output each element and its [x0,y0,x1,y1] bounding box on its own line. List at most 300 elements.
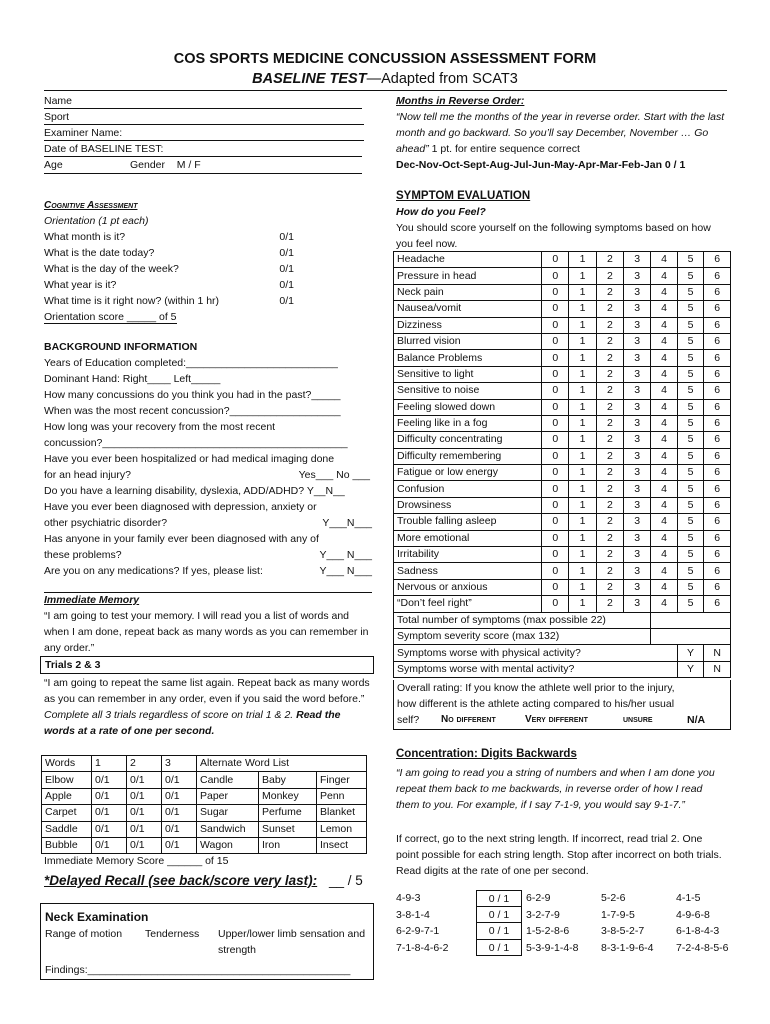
orientation-question [44,245,294,261]
symptom-score-option[interactable]: 4 [651,415,677,431]
symptom-score-option[interactable]: 5 [677,252,704,268]
symptom-score-option[interactable]: 5 [677,547,704,563]
severity-score-value[interactable] [651,628,731,644]
symptom-score-option[interactable]: 2 [596,497,623,513]
delayed-recall-row [44,871,374,891]
symptom-score-option[interactable]: 3 [624,252,651,268]
symptom-name: Difficulty concentrating [394,432,542,448]
symptom-score-option[interactable]: 1 [569,448,596,464]
symptom-score-option[interactable]: 3 [624,432,651,448]
yes-option[interactable]: Y [677,661,704,677]
trial-score-cell[interactable]: 0/1 [92,837,127,853]
depression-label: other psychiatric disorder? [44,517,168,529]
trial-score-cell[interactable]: 0/1 [127,805,162,821]
symptom-score-option[interactable]: 0 [542,547,569,563]
symptom-score-option[interactable]: 0 [542,448,569,464]
symptom-score-option[interactable]: 6 [704,530,731,546]
symptom-score-option[interactable]: 5 [677,530,704,546]
symptom-row [394,268,731,284]
symptom-score-option[interactable]: 6 [704,465,731,481]
date-field[interactable] [44,141,362,157]
symptom-score-option[interactable]: 6 [704,432,731,448]
symptom-score-option[interactable]: 3 [624,530,651,546]
complete-bold: Read the words at a rate of one per second. [44,709,341,737]
symptom-score-option[interactable]: 5 [677,415,704,431]
symptom-name: More emotional [394,530,542,546]
symptom-score-option[interactable]: 0 [542,415,569,431]
symptom-score-option[interactable]: 1 [569,596,596,612]
yes-option[interactable]: Y [677,645,704,661]
orientation-question [44,261,294,277]
symptom-score-option[interactable]: 2 [596,284,623,300]
word-row [42,788,367,804]
background-lines [44,355,374,467]
symptom-score-option[interactable]: 3 [624,596,651,612]
examiner-field[interactable] [44,125,364,141]
symptom-score-option[interactable]: 4 [651,301,677,317]
word-cell: Elbow [42,772,92,788]
symptom-score-option[interactable]: 3 [624,333,651,349]
symptom-score-option[interactable]: 0 [542,399,569,415]
digits-heading: Concentration: Digits Backwards [396,748,577,760]
depression-question-2[interactable] [44,515,372,531]
word-row [42,805,367,821]
symptom-name: Headache [394,252,542,268]
symptom-score-option[interactable]: 2 [596,350,623,366]
injury-answer[interactable]: Yes___ No ___ [298,469,370,481]
symptom-score-option[interactable]: 3 [624,350,651,366]
trials-box [40,656,374,674]
name-field[interactable] [44,93,362,109]
total-symptoms [394,612,731,628]
symptom-score-option[interactable]: 5 [677,514,704,530]
depression-question-1: Have you ever been diagnosed with depression, anxiety or [44,501,317,513]
symptom-score-option[interactable]: 2 [596,383,623,399]
symptom-score-option[interactable]: 0 [542,481,569,497]
symptom-score-option[interactable]: 3 [624,284,651,300]
trial-score-cell[interactable]: 0/1 [92,805,127,821]
digit-string: 6-2-9 [526,892,551,904]
symptom-score-option[interactable]: 4 [651,333,677,349]
symptom-score-option[interactable]: 4 [651,563,677,579]
symptom-score-option[interactable]: 6 [704,301,731,317]
word-cell: Finger [317,772,367,788]
symptom-row [394,383,731,399]
symptom-score-option[interactable]: 4 [651,284,677,300]
symptom-score-option[interactable]: 5 [677,317,704,333]
symptom-score-option[interactable]: 5 [677,497,704,513]
symptom-score-option[interactable]: 0 [542,268,569,284]
word-cell: Bubble [42,837,92,853]
overall-line-1: Overall rating: If you know the athlete well prior to the injury, [397,682,675,694]
symptom-score-option[interactable]: 0 [542,579,569,595]
trial-score-cell[interactable]: 0/1 [162,788,197,804]
symptom-score-option[interactable]: 1 [569,530,596,546]
symptom-score-option[interactable]: 3 [624,415,651,431]
trial-score-cell[interactable]: 0/1 [127,772,162,788]
word-row [42,821,367,837]
symptom-score-option[interactable]: 0 [542,530,569,546]
digit-score[interactable]: 0 / 1 [476,923,522,940]
question-score[interactable]: 0/1 [279,263,294,275]
symptom-score-option[interactable]: 3 [624,563,651,579]
self-label: self? [397,714,420,726]
symptom-row [394,350,731,366]
symptom-row [394,530,731,546]
worse-mental [394,661,731,677]
digit-row [396,907,736,924]
symptom-score-option[interactable]: 6 [704,497,731,513]
symptom-score-option[interactable]: 4 [651,317,677,333]
word-table-header [42,756,367,772]
symptom-score-option[interactable]: 2 [596,268,623,284]
no-option[interactable]: N [704,645,731,661]
symptom-score-option[interactable]: 4 [651,497,677,513]
symptom-score-option[interactable]: 6 [704,252,731,268]
symptom-score-option[interactable]: 0 [542,366,569,382]
symptom-score-option[interactable]: 4 [651,399,677,415]
symptom-score-option[interactable]: 3 [624,317,651,333]
symptom-score-option[interactable]: 0 [542,301,569,317]
symptom-score-option[interactable]: 6 [704,333,731,349]
symptom-score-option[interactable]: 0 [542,563,569,579]
digits-instructions: If correct, go to the next string length. If incorrect, read trial 2. One point possible for each string length. Stop after incorrect on both trials. Read digits at the rate of one per second. [396,833,722,877]
symptom-score-option[interactable]: 0 [542,514,569,530]
total-symptoms-label: Total number of symptoms (max possible 22) [394,612,651,628]
symptom-name: Feeling like in a fog [394,415,542,431]
symptom-name: Nervous or anxious [394,579,542,595]
symptom-score-option[interactable]: 4 [651,448,677,464]
symptom-score-option[interactable]: 0 [542,497,569,513]
symptom-name: Nausea/vomit [394,301,542,317]
symptom-row [394,547,731,563]
background-line[interactable]: How long was your recovery from the most recent [44,421,276,433]
symptom-score-option[interactable]: 1 [569,432,596,448]
overall-line-2: how different is the athlete acting compared to his/her usual [397,698,675,710]
delayed-recall-score[interactable]: __ / 5 [329,873,363,888]
symptom-score-option[interactable]: 4 [651,530,677,546]
symptom-score-option[interactable]: 0 [542,252,569,268]
rating-unsure[interactable]: unsure [623,714,653,725]
background-line[interactable]: Dominant Hand: Right____ Left_____ [44,373,221,385]
symptom-score-option[interactable]: 2 [596,333,623,349]
word-row [42,772,367,788]
symptom-score-option[interactable]: 5 [677,481,704,497]
worse-mental-label: Symptoms worse with mental activity? [394,661,678,677]
symptom-score-option[interactable]: 5 [677,432,704,448]
symptom-score-option[interactable]: 3 [624,547,651,563]
gender-field[interactable] [130,157,362,174]
digits-table [396,890,736,956]
symptom-table [393,251,731,678]
symptom-score-option[interactable]: 2 [596,547,623,563]
trial-score-cell[interactable]: 0/1 [127,821,162,837]
symptom-score-option[interactable]: 5 [677,563,704,579]
symptom-score-option[interactable]: 3 [624,268,651,284]
symptom-score-option[interactable]: 2 [596,530,623,546]
symptom-score-option[interactable]: 2 [596,317,623,333]
word-header-cell: 1 [92,756,127,772]
age-gender-row [44,157,362,173]
symptom-score-option[interactable]: 4 [651,268,677,284]
symptom-score-option[interactable]: 3 [624,399,651,415]
symptom-score-option[interactable]: 5 [677,301,704,317]
rating-very-different[interactable]: Very different [525,714,588,725]
trial-score-cell[interactable]: 0/1 [162,837,197,853]
symptom-score-option[interactable]: 0 [542,284,569,300]
symptom-score-option[interactable]: 4 [651,465,677,481]
symptom-score-option[interactable]: 0 [542,333,569,349]
symptom-score-option[interactable]: 2 [596,465,623,481]
symptom-score-option[interactable]: 0 [542,596,569,612]
date-label: Date of BASELINE TEST: [44,143,164,155]
symptom-score-option[interactable]: 3 [624,383,651,399]
word-cell: Apple [42,788,92,804]
symptom-score-option[interactable]: 3 [624,514,651,530]
symptom-score-option[interactable]: 1 [569,399,596,415]
symptom-score-option[interactable]: 3 [624,301,651,317]
word-cell: Sandwich [197,821,259,837]
symptom-score-option[interactable]: 1 [569,415,596,431]
athlete-info [44,93,374,173]
symptom-score-option[interactable]: 4 [651,514,677,530]
digit-string: 3-2-7-9 [526,908,560,921]
background-line[interactable]: Have you ever been hospitalized or had medical imaging done [44,453,335,465]
injury-question[interactable] [44,467,370,483]
digit-string: 5-3-9-1-4-8 [526,941,579,954]
symptom-score-option[interactable]: 1 [569,563,596,579]
symptom-score-option[interactable]: 1 [569,366,596,382]
symptom-score-option[interactable]: 5 [677,284,704,300]
symptom-score-option[interactable]: 2 [596,252,623,268]
symptom-score-option[interactable]: 5 [677,333,704,349]
word-cell: Carpet [42,805,92,821]
symptom-score-option[interactable]: 2 [596,563,623,579]
symptom-score-option[interactable]: 4 [651,252,677,268]
symptom-score-option[interactable]: 3 [624,465,651,481]
symptom-score-option[interactable]: 5 [677,596,704,612]
symptom-score-option[interactable]: 1 [569,465,596,481]
symptom-score-option[interactable]: 1 [569,317,596,333]
digit-string: 3-8-1-4 [396,908,430,921]
age-label: Age [44,159,63,171]
rating-no-different[interactable]: No different [441,714,496,725]
symptom-score-option[interactable]: 3 [624,481,651,497]
meds-answer[interactable]: Y___ N___ [319,565,372,577]
symptom-score-option[interactable]: 5 [677,448,704,464]
symptom-score-option[interactable]: 4 [651,383,677,399]
injury-label: for an head injury? [44,469,131,481]
symptom-score-option[interactable]: 5 [677,383,704,399]
symptom-score-option[interactable]: 2 [596,448,623,464]
symptom-row [394,596,731,612]
symptom-name: Confusion [394,481,542,497]
symptom-score-option[interactable]: 0 [542,465,569,481]
limb-sensation: Upper/lower limb sensation and strength [218,928,366,956]
digit-score[interactable]: 0 / 1 [476,907,522,924]
symptom-score-option[interactable]: 4 [651,547,677,563]
rating-na[interactable]: N/A [687,714,706,726]
symptom-score-option[interactable]: 5 [677,579,704,595]
months-heading: Months in Reverse Order: [396,95,525,107]
question-score[interactable]: 0/1 [279,295,294,307]
meds-question[interactable] [44,563,372,579]
question-score[interactable]: 0/1 [279,231,294,243]
symptom-score-option[interactable]: 6 [704,596,731,612]
background-line[interactable]: concussion?__________________________________________ [44,437,348,449]
symptom-score-option[interactable]: 6 [704,579,731,595]
word-cell: Candle [197,772,259,788]
symptom-score-option[interactable]: 6 [704,481,731,497]
symptom-score-option[interactable]: 0 [542,432,569,448]
symptom-score-option[interactable]: 6 [704,383,731,399]
symptom-score-option[interactable]: 6 [704,547,731,563]
symptom-score-option[interactable]: 3 [624,579,651,595]
symptom-name: Dizziness [394,317,542,333]
symptom-score-option[interactable]: 0 [542,350,569,366]
symptom-score-option[interactable]: 0 [542,317,569,333]
family-question-2[interactable] [44,547,372,563]
findings-line[interactable]: Findings:_____________________________________________ [45,964,351,976]
symptom-score-option[interactable]: 1 [569,350,596,366]
symptom-score-option[interactable]: 1 [569,284,596,300]
no-option[interactable]: N [704,661,731,677]
symptom-score-option[interactable]: 6 [704,268,731,284]
symptom-score-option[interactable]: 0 [542,383,569,399]
symptom-score-option[interactable]: 6 [704,350,731,366]
trial-score-cell[interactable]: 0/1 [162,821,197,837]
symptom-score-option[interactable]: 5 [677,268,704,284]
trial-score-cell[interactable]: 0/1 [92,772,127,788]
symptom-score-option[interactable]: 5 [677,399,704,415]
symptom-score-option[interactable]: 6 [704,563,731,579]
symptom-score-option[interactable]: 5 [677,350,704,366]
meds-list-line[interactable] [44,579,372,593]
symptom-score-option[interactable]: 6 [704,514,731,530]
symptom-name: Blurred vision [394,333,542,349]
digit-row [396,923,736,940]
word-cell: Lemon [317,821,367,837]
symptom-score-option[interactable]: 2 [596,301,623,317]
background-line[interactable]: Years of Education completed:__________________________ [44,357,338,369]
symptom-score-option[interactable]: 5 [677,465,704,481]
question-score[interactable]: 0/1 [279,247,294,259]
symptom-score-option[interactable]: 2 [596,432,623,448]
trial-score-cell[interactable]: 0/1 [162,772,197,788]
symptom-score-option[interactable]: 4 [651,481,677,497]
trial-score-cell[interactable]: 0/1 [162,805,197,821]
symptom-score-option[interactable]: 6 [704,366,731,382]
symptom-score-option[interactable]: 1 [569,301,596,317]
symptom-score-option[interactable]: 6 [704,415,731,431]
symptom-row [394,579,731,595]
how-do-you-feel: How do you Feel? [396,206,486,218]
symptom-score-option[interactable]: 2 [596,366,623,382]
months-sequence[interactable]: Dec-Nov-Oct-Sept-Aug-Jul-Jun-May-Apr-Mar-Feb-Jan 0 / 1 [396,159,686,171]
trial-score-cell[interactable]: 0/1 [92,788,127,804]
symptom-score-option[interactable]: 5 [677,366,704,382]
symptom-score-option[interactable]: 1 [569,268,596,284]
symptom-score-option[interactable]: 1 [569,333,596,349]
symptom-score-option[interactable]: 2 [596,481,623,497]
word-cell: Iron [259,837,317,853]
sport-field[interactable] [44,109,364,125]
symptom-score-option[interactable]: 1 [569,383,596,399]
word-list-table [41,755,367,854]
digit-string: 7-2-4-8-5-6 [676,941,729,954]
question-score[interactable]: 0/1 [279,279,294,291]
trial-score-cell[interactable]: 0/1 [127,788,162,804]
background-info [44,339,374,593]
symptom-score-option[interactable]: 2 [596,415,623,431]
symptom-score-option[interactable]: 4 [651,596,677,612]
digit-row [396,940,736,957]
symptom-score-option[interactable]: 2 [596,579,623,595]
learning-question[interactable]: Do you have a learning disability, dyslexia, ADD/ADHD? Y__N__ [44,485,345,497]
question-text: What year is it? [44,279,117,291]
trial-score-cell[interactable]: 0/1 [92,821,127,837]
word-row [42,837,367,853]
word-cell: Insect [317,837,367,853]
digit-score[interactable]: 0 / 1 [476,940,522,957]
background-line[interactable]: How many concussions do you think you had in the past?_____ [44,389,341,401]
word-header-cell: 3 [162,756,197,772]
symptom-score-option[interactable]: 4 [651,579,677,595]
symptom-score-option[interactable]: 1 [569,514,596,530]
symptom-score-option[interactable]: 1 [569,497,596,513]
trials-heading: Trials 2 & 3 [45,659,101,671]
orientation-question [44,277,294,293]
symptom-score-option[interactable]: 2 [596,596,623,612]
symptom-score-option[interactable]: 6 [704,448,731,464]
symptom-instruction: You should score yourself on the following symptoms based on how you feel now. [396,222,711,250]
symptom-score-option[interactable]: 6 [704,317,731,333]
symptom-score-option[interactable]: 1 [569,547,596,563]
symptom-score-option[interactable]: 4 [651,366,677,382]
symptom-score-option[interactable]: 1 [569,481,596,497]
depression-answer[interactable]: Y___N___ [322,517,372,529]
word-cell: Blanket [317,805,367,821]
age-field[interactable] [44,157,130,174]
symptom-name: Sadness [394,563,542,579]
symptom-score-option[interactable]: 4 [651,350,677,366]
symptom-score-option[interactable]: 1 [569,252,596,268]
symptom-evaluation [396,188,730,252]
symptom-score-option[interactable]: 1 [569,579,596,595]
background-line[interactable]: When was the most recent concussion?___________________ [44,405,341,417]
symptom-row [394,317,731,333]
trial-score-cell[interactable]: 0/1 [127,837,162,853]
word-cell: Saddle [42,821,92,837]
examiner-label: Examiner Name: [44,127,123,139]
symptom-score-option[interactable]: 3 [624,497,651,513]
symptom-row [394,366,731,382]
symptom-score-option[interactable]: 3 [624,448,651,464]
family-answer[interactable]: Y___ N___ [319,549,372,561]
form-subtitle [0,69,770,89]
digit-score[interactable]: 0 / 1 [476,890,522,907]
symptom-row [394,465,731,481]
symptom-score-option[interactable]: 6 [704,284,731,300]
total-symptoms-value[interactable] [651,612,731,628]
symptom-score-option[interactable]: 2 [596,514,623,530]
symptom-score-option[interactable]: 3 [624,366,651,382]
symptom-score-option[interactable]: 4 [651,432,677,448]
subtitle-bold: BASELINE TEST [252,71,367,87]
symptom-score-option[interactable]: 2 [596,399,623,415]
symptom-score-option[interactable]: 6 [704,399,731,415]
question-text: What month is it? [44,231,126,243]
